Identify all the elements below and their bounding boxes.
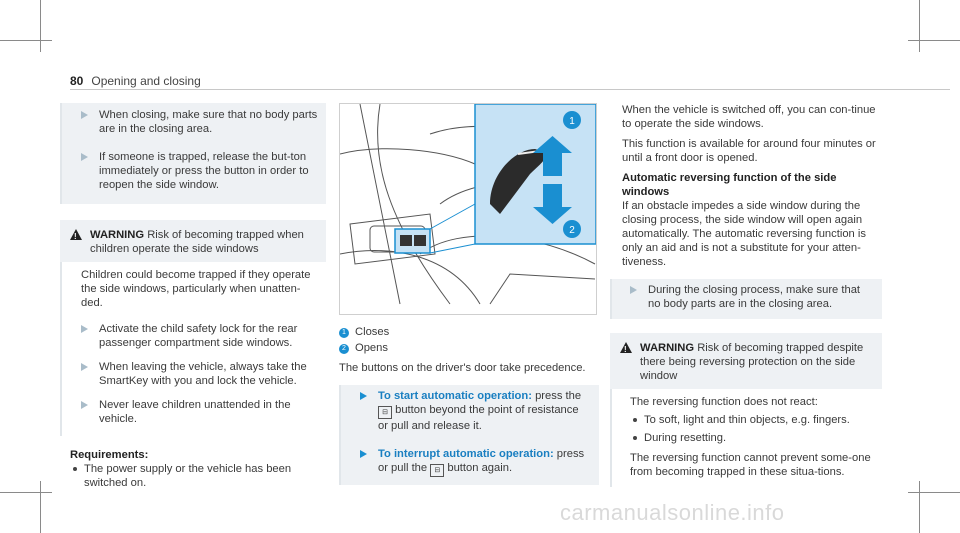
warning-bullet: During resetting. <box>630 431 874 445</box>
steps-panel <box>60 103 326 204</box>
warning-bullet: To soft, light and thin objects, e.g. fingers. <box>630 413 874 427</box>
warning-box <box>610 333 882 487</box>
step-arrow-icon <box>360 450 367 458</box>
figure <box>339 103 597 315</box>
crop-mark <box>919 0 920 52</box>
legend-item: 2 Opens <box>339 341 599 355</box>
warning-triangle-icon <box>70 229 82 240</box>
warning-triangle-icon <box>620 342 632 353</box>
window-switch-icon: ⊟ <box>430 464 444 477</box>
warning-header <box>610 333 882 389</box>
warning-title: Risk of becoming trapped when children operate the side windows <box>90 229 304 255</box>
step-item: When closing, make sure that no body parts are in the closing area. <box>81 108 318 136</box>
warning-text: The reversing function cannot prevent some-one from becoming trapped in these situa-tions. <box>630 452 871 478</box>
crop-mark <box>0 492 52 493</box>
step-item: During the closing process, make sure that no body parts are in the closing area. <box>630 283 874 311</box>
crop-mark <box>908 40 960 41</box>
step-item: To interrupt automatic operation: press or pull the ⊟ button again. <box>360 447 591 477</box>
crop-mark <box>40 0 41 52</box>
step-arrow-icon <box>81 153 88 161</box>
paragraph: This function is available for around four minutes or until a front door is opened. <box>622 138 876 164</box>
step-item: Activate the child safety lock for the rear passenger compartment side windows. <box>81 322 318 350</box>
warning-title: Risk of becoming trapped despite there being reversing protection on the side window <box>640 342 864 382</box>
warning-header <box>60 220 326 262</box>
requirements-heading: Requirements: <box>70 449 149 461</box>
step-arrow-icon <box>81 111 88 119</box>
header-divider <box>70 89 950 90</box>
step-item: If someone is trapped, release the but-ton immediately or press the button in order to reopen the side window. <box>81 150 318 192</box>
warning-label: WARNING <box>90 229 145 241</box>
steps-panel <box>610 279 882 319</box>
warning-label: WARNING <box>640 342 695 354</box>
warning-body <box>60 262 326 436</box>
crop-mark <box>40 481 41 533</box>
figure-label-1: 1 <box>569 116 575 127</box>
intro-text: The buttons on the driver's door take precedence. <box>339 362 586 374</box>
legend-item: 1 Closes <box>339 325 599 339</box>
section-heading: Automatic reversing function of the side windows <box>622 172 837 198</box>
right-column <box>622 103 882 487</box>
crop-mark <box>908 492 960 493</box>
warning-box <box>60 220 326 436</box>
paragraph: If an obstacle impedes a side window during the closing process, the side window will open again automatically. The automatic reversing function is only an aid and is not a substitute for your atten-tiveness. <box>622 200 866 268</box>
step-arrow-icon <box>81 401 88 409</box>
step-arrow-icon <box>360 392 367 400</box>
step-item: Never leave children unattended in the vehicle. <box>81 398 318 426</box>
steps-panel <box>339 385 599 485</box>
door-button-illustration <box>340 104 596 314</box>
middle-text <box>339 325 599 485</box>
crop-mark <box>919 481 920 533</box>
step-item: To start automatic operation: press the ⊟ button beyond the point of resistance or pull and release it. <box>360 389 591 433</box>
figure-label-2: 2 <box>569 225 575 236</box>
legend-number: 1 <box>339 328 349 338</box>
requirements <box>60 448 326 490</box>
step-arrow-icon <box>81 325 88 333</box>
paragraph: When the vehicle is switched off, you can con-tinue to operate the side windows. <box>622 104 876 130</box>
page-header <box>70 74 201 88</box>
crop-mark <box>0 40 52 41</box>
step-item: When leaving the vehicle, always take the SmartKey with you and lock the vehicle. <box>81 360 318 388</box>
watermark: carmanualsonline.info <box>560 500 785 525</box>
warning-text: The reversing function does not react: <box>630 396 818 408</box>
left-column <box>60 103 326 490</box>
requirement-item: The power supply or the vehicle has been switched on. <box>70 462 326 490</box>
warning-text: Children could become trapped if they operate the side windows, particularly when unatten-ded. <box>81 269 311 309</box>
section-title: Opening and closing <box>91 74 201 88</box>
legend-number: 2 <box>339 344 349 354</box>
page-number: 80 <box>70 74 84 88</box>
window-switch-icon: ⊟ <box>378 406 392 419</box>
step-arrow-icon <box>630 286 637 294</box>
step-arrow-icon <box>81 363 88 371</box>
warning-body <box>610 389 882 487</box>
